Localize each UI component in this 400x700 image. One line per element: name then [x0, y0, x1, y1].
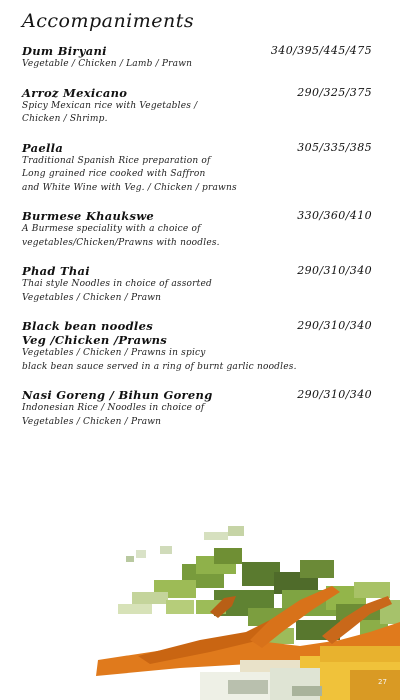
dish-description: Traditional Spanish Rice preparation of Long grained rice cooked with Saffron and White Wine with Veg. / Chicken / prawns	[22, 155, 237, 193]
dish-price: 290/310/340	[297, 264, 372, 277]
dish-name: Dum Biryani	[22, 44, 107, 58]
dish-name: Phad Thai	[22, 264, 90, 278]
dish-price: 305/335/385	[297, 140, 372, 154]
dish-name: Arroz Mexicano	[22, 85, 128, 100]
dish-description: Thai style Noodles in choice of assorted Vegetables / Chicken / Prawn	[22, 279, 212, 303]
dish-price: 330/360/410	[297, 209, 372, 222]
dish-price: 290/310/340	[297, 388, 372, 401]
dish-name: Black bean noodles Veg /Chicken /Prawns	[22, 319, 168, 347]
dish-name: Paella	[22, 140, 64, 155]
dish-price: 290/310/340	[297, 319, 372, 332]
dish-name: Nasi Goreng / Bihun Goreng	[22, 388, 213, 402]
dish-description: Vegetables / Chicken / Prawns in spicy black bean sauce served in a ring of burnt garlic noodles.	[22, 348, 297, 372]
page-title: Accompaniments	[22, 10, 195, 32]
dish-name: Burmese Khaukswe	[22, 209, 155, 223]
dish-description: Vegetable / Chicken / Lamb / Prawn	[22, 59, 193, 69]
dish-price: 290/325/375	[297, 85, 372, 99]
dish-price: 340/395/445/475	[270, 44, 372, 57]
dish-description: Indonesian Rice / Noodles in choice of Vegetables / Chicken / Prawn	[22, 403, 205, 427]
dish-description: Spicy Mexican rice with Vegetables / Chicken / Shrimp.	[22, 100, 198, 124]
page-number: 27	[378, 678, 387, 686]
dish-description: A Burmese speciality with a choice of vegetables/Chicken/Prawns with noodles.	[22, 224, 220, 248]
